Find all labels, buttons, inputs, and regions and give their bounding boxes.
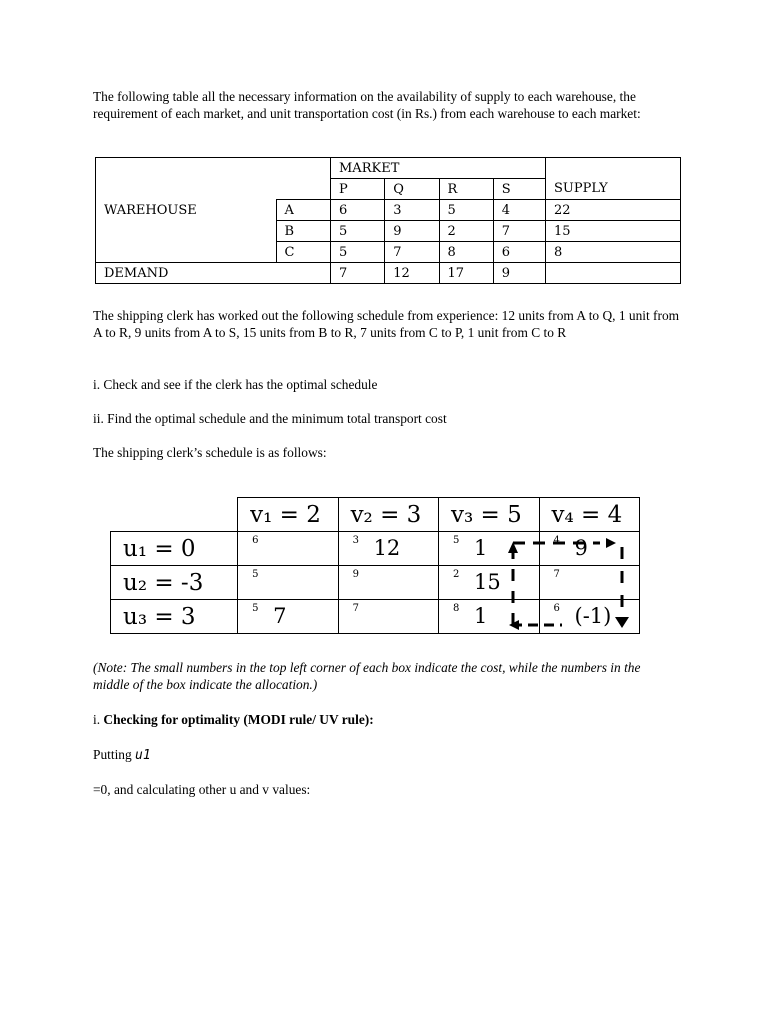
putting-line — [93, 746, 693, 764]
cost-value: 7 — [553, 569, 560, 580]
demand-label: DEMAND — [96, 263, 331, 284]
warehouse-label: WAREHOUSE — [96, 200, 277, 221]
cost-cell: 5 — [331, 242, 385, 263]
allocation-value: 9 — [574, 536, 588, 560]
demand-cell: 7 — [331, 263, 385, 284]
calc-line: =0, and calculating other u and v values: — [93, 782, 311, 797]
warehouse-c: C — [276, 242, 331, 263]
v-header: v₄ = 4 — [539, 498, 640, 532]
modi-cell — [338, 532, 438, 566]
blank-corner — [96, 158, 331, 179]
cost-cell: 9 — [385, 221, 439, 242]
cost-value: 4 — [553, 535, 560, 546]
supply-header: SUPPLY — [546, 179, 681, 200]
supply-blank — [546, 158, 681, 179]
market-header: MARKET — [331, 158, 546, 179]
allocation-value: 12 — [373, 536, 401, 560]
cost-value: 7 — [352, 603, 359, 614]
blank-cell — [96, 221, 277, 242]
u-header: u₂ = -3 — [111, 566, 238, 600]
modi-table — [110, 497, 640, 634]
modi-cell — [439, 600, 539, 634]
cost-value: 9 — [352, 569, 359, 580]
cost-cell: 7 — [493, 221, 545, 242]
modi-cell — [338, 600, 438, 634]
question-1: i. Check and see if the clerk has the optimal schedule — [93, 377, 378, 392]
v-header: v₃ = 5 — [439, 498, 539, 532]
warehouse-a: A — [276, 200, 331, 221]
column-header: Q — [385, 179, 439, 200]
supply-demand-table — [95, 157, 681, 284]
cost-cell: 8 — [439, 242, 493, 263]
v-header: v₂ = 3 — [338, 498, 438, 532]
supply-cell: 15 — [546, 221, 681, 242]
allocation-value: (-1) — [574, 604, 612, 628]
modi-cell — [238, 532, 338, 566]
column-header: S — [493, 179, 545, 200]
demand-cell: 9 — [493, 263, 545, 284]
cost-cell: 3 — [385, 200, 439, 221]
question-2: ii. Find the optimal schedule and the minimum total transport cost — [93, 411, 447, 426]
cost-value: 5 — [453, 535, 460, 546]
cost-value: 2 — [453, 569, 460, 580]
modi-cell — [539, 566, 640, 600]
note-paragraph: (Note: The small numbers in the top left corner of each box indicate the cost, while the numbers in the middle of the box indicate the allocation.) — [93, 660, 641, 692]
putting-variable: u1 — [135, 748, 151, 763]
demand-cell: 12 — [385, 263, 439, 284]
supply-cell: 8 — [546, 242, 681, 263]
blank-cell — [96, 242, 277, 263]
modi-cell — [539, 600, 640, 634]
schedule-paragraph: The shipping clerk has worked out the following schedule from experience: 12 units from A to Q, 1 unit from A to R, 9 units from A to S, 15 units from B to R, 7 units from C to P, 1 unit from C to R — [93, 308, 680, 340]
modi-cell — [439, 532, 539, 566]
putting-text: Putting — [93, 747, 136, 762]
cost-value: 8 — [453, 603, 460, 614]
check-prefix: i. — [93, 712, 104, 727]
cost-cell: 5 — [331, 221, 385, 242]
blank-cell — [276, 179, 331, 200]
modi-cell — [439, 566, 539, 600]
v-header: v₁ = 2 — [238, 498, 338, 532]
modi-cell — [338, 566, 438, 600]
allocation-value: 15 — [474, 570, 501, 594]
column-header: P — [331, 179, 385, 200]
cost-cell: 4 — [493, 200, 545, 221]
cost-cell: 5 — [439, 200, 493, 221]
supply-cell: 22 — [546, 200, 681, 221]
u-header: u₁ = 0 — [111, 532, 238, 566]
cost-cell: 2 — [439, 221, 493, 242]
blank-cell — [546, 263, 681, 284]
check-heading — [93, 711, 693, 728]
modi-cell — [238, 566, 338, 600]
allocation-value: 7 — [273, 604, 287, 628]
cost-value: 6 — [553, 603, 560, 614]
cost-cell: 7 — [385, 242, 439, 263]
cost-value: 6 — [252, 535, 259, 546]
warehouse-b: B — [276, 221, 331, 242]
modi-cell — [539, 532, 640, 566]
modi-table-wrapper — [110, 497, 640, 635]
modi-cell — [238, 600, 338, 634]
check-heading-text: Checking for optimality (MODI rule/ UV rule): — [103, 712, 374, 727]
blank-cell — [96, 179, 277, 200]
allocation-value: 1 — [474, 536, 488, 560]
cost-value: 3 — [352, 535, 359, 546]
schedule-intro: The shipping clerk’s schedule is as follows: — [93, 445, 327, 460]
intro-paragraph: The following table all the necessary information on the availability of supply to each warehouse, the requirement of each market, and unit transportation cost (in Rs.) from each warehouse to each market: — [93, 89, 641, 121]
column-header: R — [439, 179, 493, 200]
cost-value: 5 — [252, 603, 259, 614]
demand-cell: 17 — [439, 263, 493, 284]
blank-corner — [111, 498, 238, 532]
cost-value: 5 — [252, 569, 259, 580]
allocation-value: 1 — [474, 604, 488, 628]
cost-cell: 6 — [493, 242, 545, 263]
u-header: u₃ = 3 — [111, 600, 238, 634]
cost-cell: 6 — [331, 200, 385, 221]
